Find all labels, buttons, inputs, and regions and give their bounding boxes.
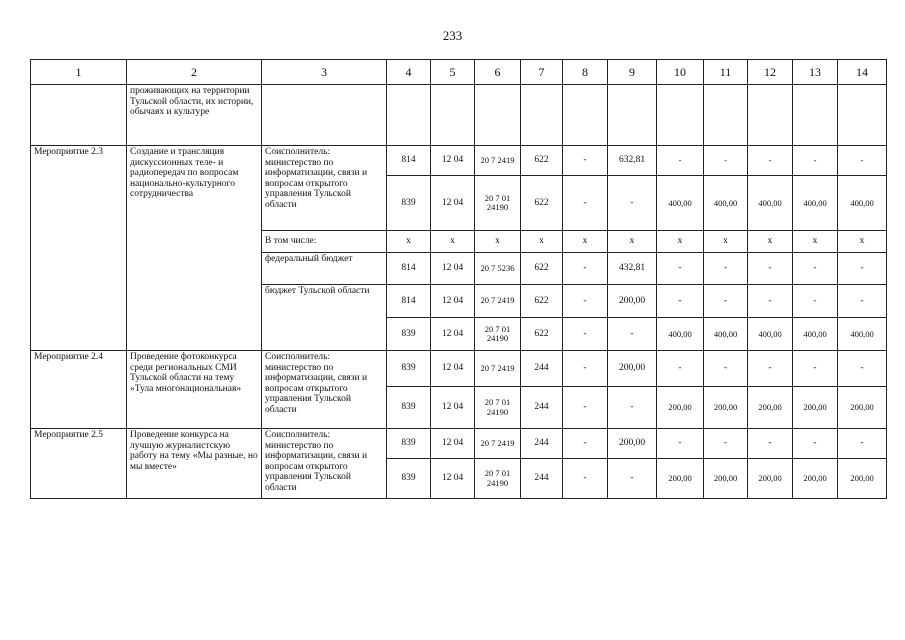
table-cell: 200,00 <box>748 459 793 499</box>
table-cell: 200,00 <box>838 459 887 499</box>
table-cell: 12 04 <box>431 285 475 318</box>
table-cell: 20 7 01 24190 <box>475 387 521 429</box>
table-cell: - <box>563 459 608 499</box>
activity-label: Мероприятие 2.5 <box>31 429 127 499</box>
col-header: 6 <box>475 60 521 85</box>
table-cell: 244 <box>521 351 563 387</box>
table-cell: 200,00 <box>608 285 657 318</box>
executor-cell: Соисполнитель: министерство по информатизации, связи и вопросам открытого управления Тульской области <box>262 146 387 231</box>
activity-description: проживающих на территории Тульской области, их истории, обычаях и культуре <box>127 85 262 146</box>
table-cell: - <box>608 387 657 429</box>
table-cell: - <box>563 253 608 285</box>
table-cell: 814 <box>387 146 431 176</box>
table-cell: 20 7 01 24190 <box>475 318 521 351</box>
table-cell: - <box>838 351 887 387</box>
table-cell: 200,00 <box>657 459 704 499</box>
funding-label: бюджет Тульской области <box>262 285 387 351</box>
table-cell: - <box>793 429 838 459</box>
table-cell: 200,00 <box>704 459 748 499</box>
table-cell: 12 04 <box>431 176 475 231</box>
table-cell: 400,00 <box>793 176 838 231</box>
activity-description: Проведение фотоконкурса среди региональных СМИ Тульской области на тему «Тула многонациональная» <box>127 351 262 429</box>
table-cell: - <box>793 285 838 318</box>
table-cell: 400,00 <box>657 318 704 351</box>
table-cell: - <box>657 285 704 318</box>
table-cell: 12 04 <box>431 429 475 459</box>
table-cell: 814 <box>387 253 431 285</box>
page-number: 233 <box>442 28 463 43</box>
table-cell: 200,00 <box>748 387 793 429</box>
table-cell: 400,00 <box>748 176 793 231</box>
table-cell: х <box>475 231 521 253</box>
col-header: 5 <box>431 60 475 85</box>
table-cell <box>262 85 387 146</box>
table-cell: 200,00 <box>608 351 657 387</box>
table-cell: 20 7 2419 <box>475 146 521 176</box>
table-cell <box>431 85 475 146</box>
table-cell: 839 <box>387 318 431 351</box>
table-row <box>31 85 887 146</box>
table-cell: - <box>563 318 608 351</box>
activity-description: Создание и трансляция дискуссионных теле- и радиопередач по вопросам национально-культурного сотрудничества <box>127 146 262 351</box>
table-cell <box>838 85 887 146</box>
table-cell: - <box>748 253 793 285</box>
table-cell: - <box>608 318 657 351</box>
table-cell <box>521 85 563 146</box>
table-cell: - <box>563 351 608 387</box>
table-cell: х <box>748 231 793 253</box>
table-cell: 244 <box>521 459 563 499</box>
table-cell: 400,00 <box>838 318 887 351</box>
table-cell: - <box>563 176 608 231</box>
table-cell: х <box>657 231 704 253</box>
table-cell: - <box>608 459 657 499</box>
table-cell: 400,00 <box>748 318 793 351</box>
table-cell: - <box>563 387 608 429</box>
table-cell: 244 <box>521 429 563 459</box>
table-cell: х <box>563 231 608 253</box>
table-cell: 622 <box>521 318 563 351</box>
table-cell <box>748 85 793 146</box>
table-cell: - <box>704 285 748 318</box>
table-cell <box>793 85 838 146</box>
table-cell: - <box>838 429 887 459</box>
col-header: 10 <box>657 60 704 85</box>
table-cell <box>31 85 127 146</box>
table-cell: - <box>838 285 887 318</box>
table-cell: 20 7 2419 <box>475 429 521 459</box>
table-cell: 622 <box>521 176 563 231</box>
table-cell: 200,00 <box>838 387 887 429</box>
executor-cell: Соисполнитель: министерство по информатизации, связи и вопросам открытого управления Тульской области <box>262 429 387 499</box>
table-cell <box>563 85 608 146</box>
table-cell: х <box>793 231 838 253</box>
table-cell: х <box>704 231 748 253</box>
table-cell: х <box>608 231 657 253</box>
table-cell: 400,00 <box>838 176 887 231</box>
table-cell: - <box>704 253 748 285</box>
activity-label: Мероприятие 2.4 <box>31 351 127 429</box>
table-cell: 200,00 <box>793 387 838 429</box>
funding-label: федеральный бюджет <box>262 253 387 285</box>
table-cell: 814 <box>387 285 431 318</box>
table-cell: 200,00 <box>793 459 838 499</box>
table-cell: 12 04 <box>431 387 475 429</box>
table-cell: - <box>793 351 838 387</box>
table-row <box>31 146 887 176</box>
table-cell: - <box>793 146 838 176</box>
table-cell: 20 7 2419 <box>475 285 521 318</box>
table-cell: 622 <box>521 253 563 285</box>
table-cell <box>475 85 521 146</box>
table-cell: х <box>387 231 431 253</box>
col-header: 1 <box>31 60 127 85</box>
table-cell: 244 <box>521 387 563 429</box>
table-cell: 839 <box>387 176 431 231</box>
table-cell: - <box>704 146 748 176</box>
table-cell: 432,81 <box>608 253 657 285</box>
table-cell: - <box>608 176 657 231</box>
table-cell: 400,00 <box>704 318 748 351</box>
table-cell: 20 7 01 24190 <box>475 459 521 499</box>
table-cell: 12 04 <box>431 146 475 176</box>
table-cell <box>657 85 704 146</box>
funding-label: В том числе: <box>262 231 387 253</box>
table-cell: 12 04 <box>431 253 475 285</box>
table-cell: - <box>563 146 608 176</box>
table-cell: 400,00 <box>704 176 748 231</box>
table-cell: - <box>704 429 748 459</box>
table-cell: 839 <box>387 429 431 459</box>
table-cell: 200,00 <box>608 429 657 459</box>
col-header: 12 <box>748 60 793 85</box>
table-cell <box>608 85 657 146</box>
table-cell: 839 <box>387 387 431 429</box>
table-cell: - <box>793 253 838 285</box>
table-cell: - <box>657 429 704 459</box>
activity-description: Проведение конкурса на лучшую журналистскую работу на тему «Мы разные, но мы вместе» <box>127 429 262 499</box>
table-cell: - <box>657 146 704 176</box>
table-cell: - <box>838 253 887 285</box>
table-cell <box>704 85 748 146</box>
col-header: 7 <box>521 60 563 85</box>
executor-cell: Соисполнитель: министерство по информатизации, связи и вопросам открытого управления Тульской области <box>262 351 387 429</box>
table-cell: 12 04 <box>431 318 475 351</box>
table-cell: - <box>704 351 748 387</box>
table-cell: х <box>431 231 475 253</box>
table-cell: - <box>657 351 704 387</box>
table-cell: - <box>563 285 608 318</box>
table-cell: 12 04 <box>431 459 475 499</box>
table-cell: - <box>748 146 793 176</box>
column-number-row <box>31 60 887 85</box>
col-header: 3 <box>262 60 387 85</box>
table-row <box>31 351 887 387</box>
table-cell: - <box>748 285 793 318</box>
col-header: 14 <box>838 60 887 85</box>
table-cell: х <box>838 231 887 253</box>
table-cell: 622 <box>521 285 563 318</box>
table-cell: 20 7 5236 <box>475 253 521 285</box>
table-cell: х <box>521 231 563 253</box>
col-header: 4 <box>387 60 431 85</box>
col-header: 9 <box>608 60 657 85</box>
table-cell: - <box>563 429 608 459</box>
program-table <box>30 59 887 499</box>
table-cell: 622 <box>521 146 563 176</box>
table-cell: - <box>748 351 793 387</box>
table-cell: 200,00 <box>657 387 704 429</box>
col-header: 11 <box>704 60 748 85</box>
table-cell: 20 7 2419 <box>475 351 521 387</box>
table-cell: 839 <box>387 459 431 499</box>
table-cell: 400,00 <box>793 318 838 351</box>
col-header: 2 <box>127 60 262 85</box>
table-row <box>31 429 887 459</box>
table-cell: 12 04 <box>431 351 475 387</box>
table-cell: 839 <box>387 351 431 387</box>
col-header: 13 <box>793 60 838 85</box>
table-cell: - <box>748 429 793 459</box>
table-cell: 200,00 <box>704 387 748 429</box>
table-cell: - <box>838 146 887 176</box>
activity-label: Мероприятие 2.3 <box>31 146 127 351</box>
table-cell: 20 7 01 24190 <box>475 176 521 231</box>
table-cell <box>387 85 431 146</box>
table-cell: 400,00 <box>657 176 704 231</box>
table-cell: - <box>657 253 704 285</box>
table-cell: 632,81 <box>608 146 657 176</box>
col-header: 8 <box>563 60 608 85</box>
